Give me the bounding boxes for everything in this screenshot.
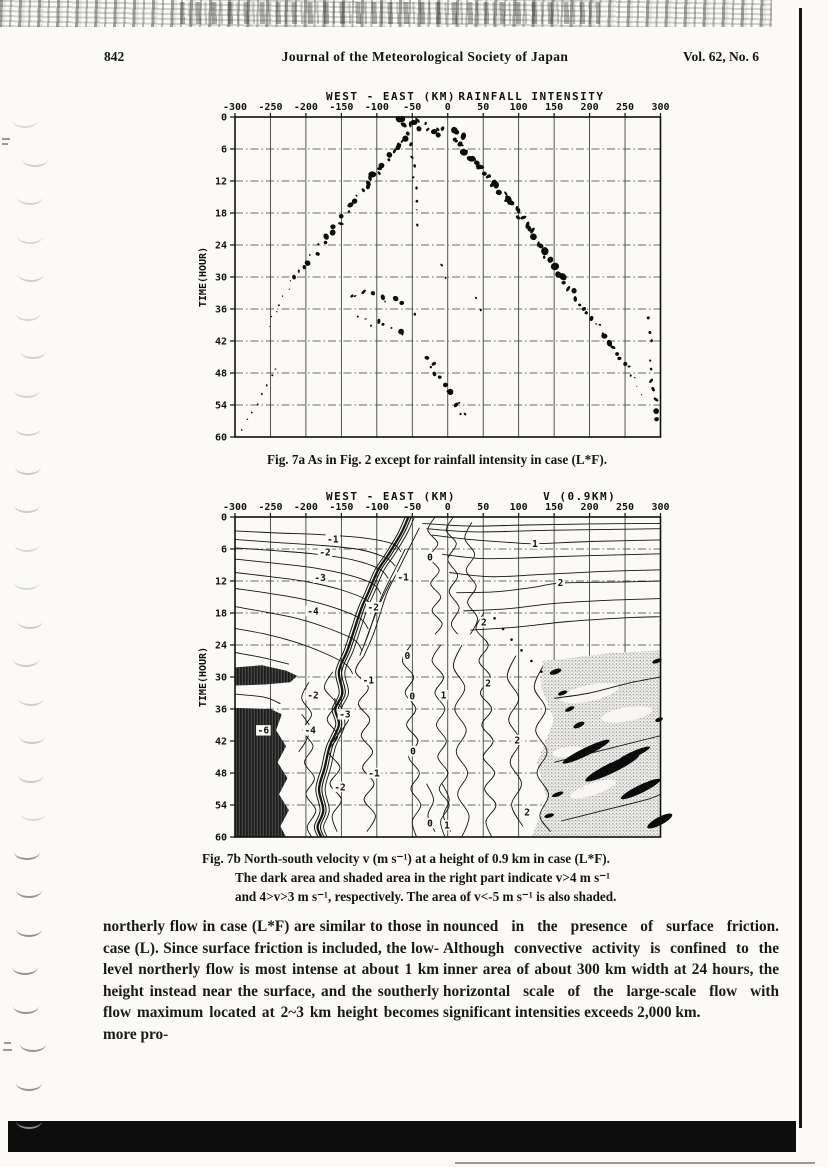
y-tick-label: 18 xyxy=(214,208,227,220)
scan-bottom-line xyxy=(455,1162,815,1164)
y-tick-label: 24 xyxy=(214,240,227,252)
figure-7b-caption-line1: Fig. 7b North-south velocity v (m s⁻¹) at a height of 0.9 km in case (L*F). xyxy=(202,851,610,866)
scan-black-band xyxy=(8,1121,796,1152)
contour-label: -1 xyxy=(362,675,375,687)
y-tick-label: 60 xyxy=(214,832,227,844)
y-tick-label: 12 xyxy=(214,576,227,588)
panel-title: RAINFALL INTENSITY xyxy=(458,90,605,103)
spiral-binding-mark xyxy=(20,343,46,359)
volume-number: Vol. 62, No. 6 xyxy=(683,49,760,64)
contour-label: -4 xyxy=(307,606,319,618)
panel-title: V (0.9KM) xyxy=(543,490,617,503)
spiral-binding-mark xyxy=(15,420,41,436)
y-tick-label: 48 xyxy=(214,368,227,380)
y-tick-label: 42 xyxy=(214,736,227,748)
x-tick-label: -250 xyxy=(258,102,283,113)
y-tick-label: 6 xyxy=(220,144,227,156)
spiral-binding-mark xyxy=(16,921,42,937)
spiral-binding-mark xyxy=(18,266,44,282)
contour-label: 0 xyxy=(409,691,416,703)
y-axis-title: TIME(HOUR) xyxy=(198,246,209,308)
y-axis-title: TIME(HOUR) xyxy=(198,646,209,708)
x-tick-label: 50 xyxy=(477,102,490,113)
x-tick-label: -300 xyxy=(222,102,248,113)
figure-7b-velocity-contour-plot xyxy=(190,488,685,852)
spiral-binding-mark xyxy=(20,805,46,821)
journal-title: Journal of the Meteorological Society of Japan xyxy=(281,49,569,64)
contour-label: -2 xyxy=(334,782,346,794)
x-tick-label: -100 xyxy=(364,102,389,113)
contour-label: -1 xyxy=(327,534,339,546)
contour-label: -4 xyxy=(304,725,316,737)
x-axis-title: WEST - EAST (KM) xyxy=(326,490,457,503)
spiral-binding-mark xyxy=(12,112,38,128)
y-tick-label: 54 xyxy=(214,400,227,412)
x-tick-label: -150 xyxy=(329,102,354,113)
y-tick-label: 18 xyxy=(214,608,227,620)
x-tick-label: 300 xyxy=(651,102,670,113)
spiral-binding-mark xyxy=(12,959,38,975)
y-tick-label: 0 xyxy=(220,512,227,524)
x-tick-label: 0 xyxy=(444,502,451,513)
x-tick-label: -50 xyxy=(403,102,422,113)
figure-7a-rainfall-hovmoller-plot xyxy=(190,88,685,452)
contour-label: 1 xyxy=(444,820,450,832)
spiral-binding-mark xyxy=(16,1075,42,1091)
spiral-binding-mark xyxy=(17,613,43,629)
x-axis-title: WEST - EAST (KM) xyxy=(326,90,457,103)
body-text-right-column: nounced in the presence of surface friction. Although convective activity is confined to the inner area of about 300 km width at 24 hours, the horizontal scale of the large-scale flow with significant intensities exceeds 2,000 km. xyxy=(443,918,779,1022)
figure-7a-caption: Fig. 7a As in Fig. 2 except for rainfall intensity in case (L*F). xyxy=(266,452,608,467)
y-tick-label: 42 xyxy=(214,336,227,348)
spiral-binding-mark xyxy=(18,690,44,706)
figure-7b-caption-line3: and 4>v>3 m s⁻¹, respectively. The area of v<-5 m s⁻¹ is also shaded. xyxy=(235,889,617,904)
left-margin-mark xyxy=(2,143,8,145)
body-text-left-column: northerly flow in case (L*F) are similar to those in case (L). Since surface friction is included, the low-level northerly flow is most intense at about 1 km height instead near the surface, and the southerly flow maximum located at 2~3 km height becomes more pro- xyxy=(103,918,439,1043)
spiral-binding-mark xyxy=(19,728,45,744)
x-tick-label: 150 xyxy=(545,502,564,513)
page-edge-scan-line xyxy=(799,8,802,1128)
x-tick-label: 150 xyxy=(545,102,564,113)
contour-label: 2 xyxy=(514,735,521,747)
x-tick-label: 100 xyxy=(509,102,528,113)
spiral-binding-mark xyxy=(15,459,41,475)
contour-label: -6 xyxy=(257,725,270,737)
contour-label: -1 xyxy=(368,768,380,780)
contour-label: 2 xyxy=(524,807,531,819)
contour-label: -2 xyxy=(367,602,380,614)
spiral-binding-mark xyxy=(17,189,43,205)
axes xyxy=(198,90,670,444)
left-margin-mark xyxy=(2,138,10,140)
contour-label: 0 xyxy=(410,746,416,758)
x-tick-label: 50 xyxy=(477,502,490,513)
scan-noise-band-dark xyxy=(180,2,600,24)
contour-label: 2 xyxy=(485,678,492,690)
spiral-binding-mark xyxy=(14,382,40,398)
contour-label: 1 xyxy=(532,539,538,551)
spiral-binding-mark xyxy=(14,497,40,513)
y-tick-label: 30 xyxy=(214,272,227,284)
spiral-binding-mark xyxy=(14,844,40,860)
y-tick-label: 60 xyxy=(214,432,227,444)
y-tick-label: 12 xyxy=(214,176,227,188)
x-tick-label: 100 xyxy=(509,502,528,513)
y-tick-label: 36 xyxy=(214,304,227,316)
left-margin-mark xyxy=(3,1049,12,1051)
contour-label: -2 xyxy=(319,547,331,559)
spiral-binding-mark xyxy=(13,998,39,1014)
x-tick-label: -50 xyxy=(403,502,422,513)
contour-label: 0 xyxy=(404,651,411,663)
y-tick-label: 54 xyxy=(214,800,227,812)
spiral-binding-mark xyxy=(15,305,41,321)
x-tick-label: 0 xyxy=(444,102,451,113)
figure-7b-caption-line2: The dark area and shaded area in the right part indicate v>4 m s⁻¹ xyxy=(235,870,611,885)
page-number: 842 xyxy=(104,49,125,64)
x-tick-label: -250 xyxy=(258,502,283,513)
x-tick-label: -100 xyxy=(364,502,389,513)
y-tick-label: 48 xyxy=(214,768,227,780)
contour-label: -1 xyxy=(397,572,409,584)
spiral-binding-mark xyxy=(14,536,40,552)
y-tick-label: 36 xyxy=(214,704,227,716)
contour-label: -3 xyxy=(314,573,326,585)
x-tick-label: 200 xyxy=(580,102,599,113)
x-tick-label: 300 xyxy=(651,502,670,513)
spiral-binding-mark xyxy=(13,651,39,667)
y-tick-label: 24 xyxy=(214,640,227,652)
x-tick-label: 250 xyxy=(616,502,635,513)
spiral-binding-mark xyxy=(20,1036,46,1052)
contour-label: 0 xyxy=(427,552,433,564)
y-tick-label: 6 xyxy=(220,544,227,556)
x-tick-label: 200 xyxy=(580,502,599,513)
contour-label: 0 xyxy=(427,818,433,830)
contour-label: 2 xyxy=(481,617,487,629)
rainfall-blobs xyxy=(241,115,660,431)
spiral-binding-mark xyxy=(14,574,40,590)
spiral-binding-mark xyxy=(22,151,48,167)
y-tick-label: 0 xyxy=(220,112,227,124)
y-tick-label: 30 xyxy=(214,672,227,684)
spiral-binding-mark xyxy=(17,228,43,244)
x-tick-label: -300 xyxy=(222,502,248,513)
contour-label: 2 xyxy=(557,578,564,589)
contour-label: -2 xyxy=(307,690,319,702)
left-margin-mark xyxy=(4,1042,11,1044)
x-tick-label: -150 xyxy=(329,502,354,513)
x-tick-label: -200 xyxy=(293,502,318,513)
hatched-region-upper xyxy=(235,665,297,685)
contour-label: 1 xyxy=(440,690,447,702)
x-tick-label: 250 xyxy=(616,102,635,113)
x-tick-label: -200 xyxy=(293,102,318,113)
spiral-binding-mark xyxy=(18,767,44,783)
spiral-binding-mark xyxy=(16,882,42,898)
contour-label: -3 xyxy=(339,709,351,721)
